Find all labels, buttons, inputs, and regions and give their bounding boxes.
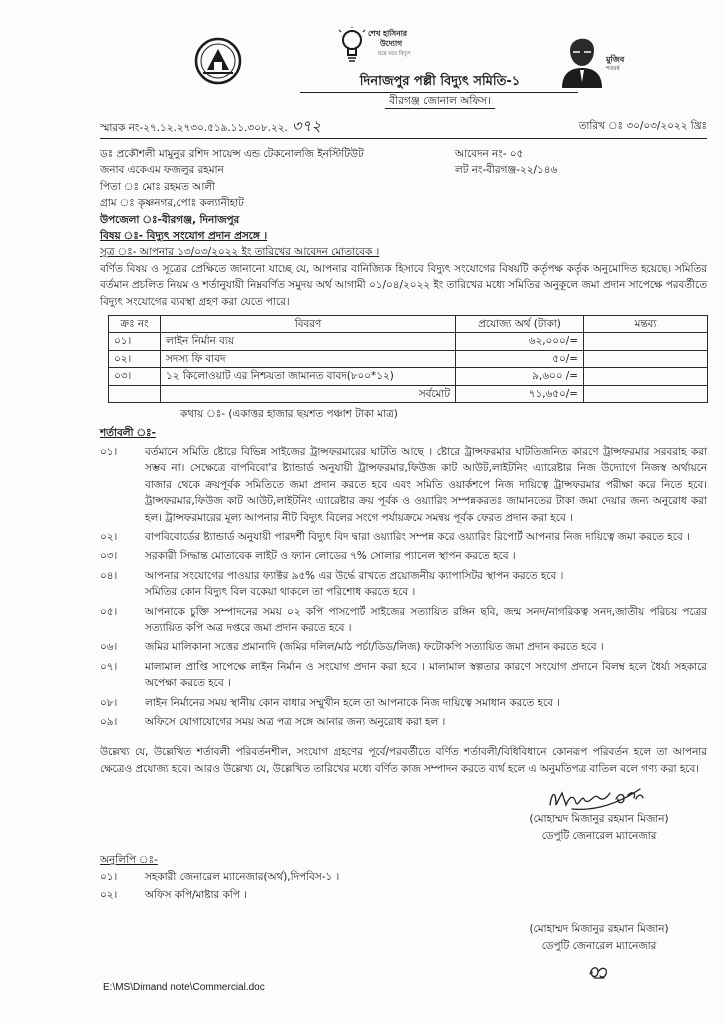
application-number: আবেদন নং- ০৫ bbox=[455, 148, 524, 160]
memo-row bbox=[100, 117, 707, 139]
header-serial: ক্রঃ নং bbox=[109, 316, 161, 333]
row-remark bbox=[584, 350, 708, 367]
row-remark bbox=[584, 333, 708, 350]
campaign-bulb-logo bbox=[338, 27, 432, 75]
recipient-row-2 bbox=[100, 162, 707, 178]
signatory-title: ডেপুটি জেনারেল ম্যানেজার bbox=[541, 939, 657, 952]
condition-number: ০৮। bbox=[100, 696, 118, 709]
condition-text bbox=[145, 568, 707, 601]
condition-item bbox=[100, 639, 707, 655]
condition-item bbox=[100, 444, 707, 526]
signature-block bbox=[492, 785, 706, 844]
logo-center-line1: শেখ হাসিনার bbox=[368, 29, 408, 38]
seal-icon bbox=[193, 36, 243, 86]
condition-text: সরকারী সিদ্ধান্ত মোতাবেক লাইট ও ফ্যান লোডের ৭% সোলার প্যানেল স্থাপন করতে হবে । bbox=[145, 550, 516, 563]
total-amount: ৭১,৬৫০/= bbox=[456, 385, 584, 402]
row-description: লাইন নির্মান ব্যয় bbox=[161, 333, 456, 350]
memo-reference bbox=[100, 118, 321, 138]
condition-text: বর্তমানে সমিতি ষ্টোরে বিভিন্ন সাইজের ট্রান্সফরমারের ঘাটতি আছে । ষ্টোরে ট্রান্সফরমার ঘাটতিজনিত কারণে ট্রান্সফরমার সরবরাহ করা সম্ভব না। সেক্ষেত্রে বাপবিবো'র ষ্ট্যান্ডার্ড অনুযায়ী ট্রান্সফরমার,ফিউজ কাট আউট,লাইটনিং এ্যারেষ্টার নিজ উদ্যোগে নিজস্ব অর্থায়নে বাজার থেকে ক্রয়পূর্বক সমিতিতে জমা প্রদান করতে হবে এবং সমিতি ওয়ার্কশপে নিজ দায়িত্বে ট্রান্সফরমার পরীক্ষা করে নিতে হবে। ট্রান্সফরমার,ফিউজ কাট আউট,লাইটনিং এ্যারেষ্টার ক্রয় পূর্বক ও ওয়্যারিং সম্পন্নকরতঃ জামানতের টাকা জমা দেয়ার জন্য অনুরোধ করা হল। ট্রান্সফরমারের মূল্য আপনার নীট বিদ্যুৎ বিলের সংগে পর্যায়ক্রমে সমন্বয় পূর্বক ফেরত প্রদান করা হবে । bbox=[145, 445, 707, 524]
recipient-village: গ্রাম ঃ কৃষ্ণনগর,পোঃ কল্যানীহাট bbox=[100, 197, 244, 210]
recipient-father: পিতা ঃ মোঃ রহমত আলী bbox=[100, 180, 216, 193]
condition-text: মালামাল প্রাপ্তি সাপেক্ষে লাইন নির্মান ও সংযোগ প্রদান করা হবে । মালামাল স্বল্পতার কারণে সংযোগ প্রদানে বিলম্ব হলে ধৈর্য্য সহকারে অপেক্ষা করতে হবে । bbox=[145, 660, 707, 690]
table-row bbox=[109, 333, 708, 350]
logo-right-line2: শতবর্ষ bbox=[606, 66, 620, 72]
copy-item bbox=[100, 887, 707, 903]
header-remarks: মন্তব্য bbox=[584, 316, 708, 333]
condition-item bbox=[100, 604, 707, 637]
light-bulb-icon bbox=[338, 27, 366, 71]
signatory-name: (মোহাম্মদ মিজানুর রহমান মিজান) bbox=[529, 813, 669, 826]
logo-right-line1: মুজিব bbox=[606, 55, 625, 64]
copy-item bbox=[100, 869, 707, 885]
row-amount: ৬২,০০০/= bbox=[456, 333, 584, 350]
copy-number: ০২। bbox=[100, 888, 118, 901]
row-remark bbox=[584, 368, 708, 385]
signature-block-copy bbox=[492, 921, 706, 980]
condition-item bbox=[100, 548, 707, 564]
body-paragraph: বর্ণিত বিষয় ও সূত্রের প্রেক্ষিতে জানানো যাচ্ছে যে, আপনার বানিজ্যিক হিসাবে বিদ্যুৎ সংযোগের বিষয়টি কর্তৃপক্ষ কর্তৃক অনুমোদিত হয়েছে। সমিতির বর্তমান প্রচলিত নিয়ম ও শর্তানুযায়ী নিম্নবর্ণিত সমুদয় অর্থ আগামী ০১/০৪/২০২২ ইং তারিখের মধ্যে সমিতির অনুকূলে জমা প্রদান সাপেক্ষে পরবর্তীতে বিদ্যুৎ সংযোগের ব্যবস্থা গ্রহণ করা যেতে পারে। bbox=[100, 262, 707, 308]
row-amount: ৫০/= bbox=[456, 350, 584, 367]
signatory-title: ডেপুটি জেনারেল ম্যানেজার bbox=[541, 829, 657, 842]
row-serial: ০৩। bbox=[109, 368, 161, 385]
subject-line: বিষয় ঃ- বিদ্যুৎ সংযোগ প্রদান প্রসঙ্গে । bbox=[100, 230, 268, 243]
copy-text: অফিস কপি/মাষ্টার কপি । bbox=[145, 888, 247, 901]
condition-number: ০৬। bbox=[100, 641, 118, 654]
condition-number: ০৪। bbox=[100, 569, 118, 582]
condition-text: বাপবিবোর্ডের ষ্ট্যান্ডার্ড অনুযায়ী পারদর্শী বিদ্যুৎ বিদ দ্বারা ওয়্যারিং সম্পন্ন করে ওয়্যারিং রিপোর্ট আপনার নিজ দায়িত্বে জমা করতে হবে । bbox=[145, 530, 690, 543]
copy-text: সহকারী জেনারেল ম্যানেজার(অর্থ),দিপবিস-১ । bbox=[145, 871, 340, 884]
amount-in-words: কথায় ঃ- (একাত্তর হাজার ছয়শত পঞ্চাশ টাকা মাত্র) bbox=[180, 408, 398, 421]
header-divider bbox=[300, 92, 578, 93]
row-amount: ৯,৬০০ /= bbox=[456, 368, 584, 385]
condition-number: ০৩। bbox=[100, 550, 118, 563]
condition-number: ০৭। bbox=[100, 660, 118, 673]
copy-number: ০১। bbox=[100, 871, 118, 884]
total-serial bbox=[109, 385, 161, 402]
condition-number: ০৯। bbox=[100, 716, 118, 728]
condition-text: লাইন নির্মানের সময় স্থানীয় কোন বাধার সম্মুখীন হলে তা আপনাকে নিজ দায়িত্বে সমাধান করতে হবে । bbox=[145, 696, 560, 709]
total-label: সর্বমোট bbox=[161, 385, 456, 402]
memo-reference-number: স্মারক নং-২৭.১২.২৭৩০.৫১৯.১১.৩০৮.২২. bbox=[100, 122, 288, 134]
organization-name: দিনাজপুর পল্লী বিদ্যুৎ সমিতি-১ bbox=[359, 74, 521, 89]
condition-text: অফিসে যোগাযোগের সময় অত্র পত্র সঙ্গে আনার জন্য অনুরোধ করা হল । bbox=[145, 716, 446, 728]
terms-title: শর্তাবলী ঃ- bbox=[100, 426, 156, 439]
memo-date: তারিখ ঃ ৩০/০৩/২০২২ খ্রিঃ bbox=[578, 120, 707, 132]
row-serial: ০১। bbox=[109, 333, 161, 350]
row-serial: ০২। bbox=[109, 350, 161, 367]
logo-center-line3: ঘরে ঘরে বিদ্যুৎ bbox=[378, 51, 411, 57]
condition-text: জমির মালিকানা সত্তের প্রমানাদি (জমির দলিল/মাঠ পর্চা/ডিড/লিজ) ফটোকপি সত্যায়িত জমা প্রদান করতে হবে । bbox=[145, 641, 604, 654]
reference-line: সূত্র ঃ- আপনার ১৩/০৩/২০২২ ইং তারিখের আবেদন মোতাবেক । bbox=[100, 246, 380, 259]
office-name bbox=[290, 94, 590, 111]
condition-item bbox=[100, 695, 707, 711]
organization-seal-logo bbox=[193, 36, 243, 86]
total-row bbox=[109, 385, 708, 402]
fee-table bbox=[108, 315, 708, 403]
condition-number: ০৫। bbox=[100, 605, 118, 618]
table-row bbox=[109, 350, 708, 367]
copies-title: অনুলিপি ঃ- bbox=[100, 854, 158, 867]
condition-number: ০১। bbox=[100, 445, 118, 458]
condition-item bbox=[100, 529, 707, 545]
total-remark bbox=[584, 385, 708, 402]
initial-mark bbox=[584, 962, 614, 980]
condition-item bbox=[100, 714, 707, 730]
row-description: ১২ কিলোওয়াট এর নিশ্চয়তা জামানত বাবদ(৮০০*১২) bbox=[161, 368, 456, 385]
lot-number: লট নং-বীরগঞ্জ-২২/১৪৬ bbox=[455, 164, 558, 177]
handwritten-signature bbox=[544, 785, 654, 811]
condition-text: আপনাকে চুক্তি সম্পাদনের সময় ০২ কপি পাসপোর্ট সাইজের সত্যায়িত রঙ্গিন ছবি, জন্ম সনদ/নাগরিকত্ব সনদ,জাতীয় পরিচয় পত্রের সত্যায়িত কপি অত্র দপ্তরে জমা প্রদান করতে হবে । bbox=[145, 605, 707, 634]
condition-text-extra: সমিতির কোন বিদ্যুৎ বিল বকেয়া থাকলে তা পরিশোধ করতে হবে । bbox=[145, 586, 416, 599]
header-amount: প্রযোজ্য অর্থ (টাকা) bbox=[456, 316, 584, 333]
recipient-institution: ডঃ প্রকৌশলী মামুনুর রশিদ সায়েন্স এন্ড টেকনোলজি ইনস্টিটিউট bbox=[100, 148, 364, 160]
office-name-text: বীরগঞ্জ জোনাল অফিস। bbox=[385, 95, 494, 109]
condition-item bbox=[100, 659, 707, 692]
recipient-upazila: উপজেলা ঃ-বীরগঞ্জ, দিনাজপুর bbox=[100, 213, 240, 226]
table-row bbox=[109, 368, 708, 385]
letter-body bbox=[100, 146, 707, 980]
recipient-row-1 bbox=[100, 146, 707, 162]
closing-paragraph: উল্লেখ্য যে, উল্লেখিত শর্তাবলী পরিবর্তনশীল, সংযোগ গ্রহণের পূর্বে/পরবর্তীতে বর্ণিত শর্তাবলী/বিধিবিধানে কোনরূপ পরিবর্তন হলে তা আপনার ক্ষেত্রেও প্রযোজ্য হবে। আরও উল্লেখ্য যে, উল্লেখিত তারিখের মধ্যে বর্ণিত কাজ সম্পাদন করতে ব্যর্থ হলে এ অনুমতিপত্র বাতিল বলে গণ্য করা হবে। bbox=[100, 746, 707, 775]
condition-item bbox=[100, 568, 707, 601]
signatory-name: (মোহাম্মদ মিজানুর রহমান মিজান) bbox=[529, 923, 669, 936]
condition-number: ০২। bbox=[100, 530, 118, 543]
header-description: বিবরণ bbox=[161, 316, 456, 333]
row-description: সদস্য ফি বাবদ bbox=[161, 350, 456, 367]
file-path-footer: E:\MS\Dimand note\Commercial.doc bbox=[103, 982, 265, 993]
fee-table-header bbox=[109, 316, 708, 333]
memo-handwritten-number: ৩৭২ bbox=[291, 117, 322, 135]
condition-text-main: আপনার সংযোগের পাওয়ার ফ্যাক্টর ৯৫% এর উর্দ্ধে রাখতে প্রয়োজনীয় ক্যাপাসিটর স্থাপন করতে হবে । bbox=[145, 569, 564, 582]
logo-center-line2: উদ্যোগ bbox=[380, 39, 403, 48]
recipient-name: জনাব একেএম ফজলুর রহমান bbox=[100, 164, 224, 177]
